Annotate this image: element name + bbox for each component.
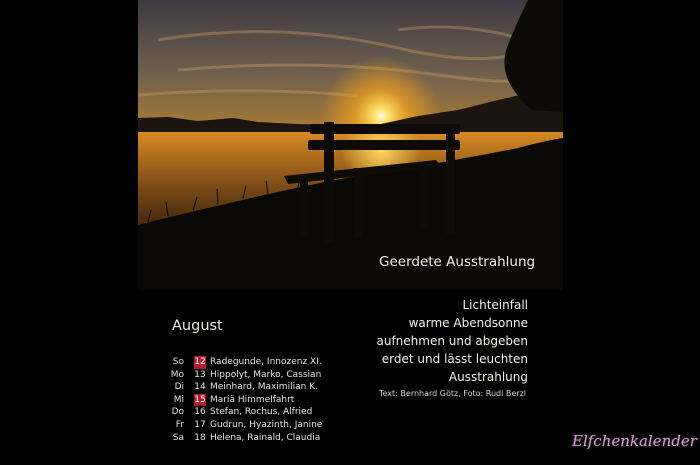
weekday-label: Mi (173, 394, 184, 405)
day-row (170, 394, 322, 407)
holiday-date-badge: 12 (194, 357, 206, 367)
name-day-text: Hippolyt, Marko, Cassian (210, 369, 322, 380)
brand-logo: Elfchenkalender (572, 432, 697, 450)
name-day-text: Meinhard, Maximilian K. (210, 382, 318, 393)
date-number: 16 (194, 407, 206, 418)
day-row (170, 419, 322, 432)
name-day-text: Mariä Himmelfahrt (210, 394, 295, 405)
name-day-text: Radegunde, Innozenz XI. (210, 357, 322, 367)
day-row (170, 381, 322, 394)
holiday-date-badge: 15 (194, 394, 206, 405)
date-number: 14 (194, 382, 206, 393)
weekday-label: So (172, 357, 184, 367)
date-number: 18 (194, 432, 206, 443)
weekday-label: Di (174, 382, 184, 393)
poem-line: erdet und lässt leuchten (381, 352, 528, 366)
day-row (170, 356, 322, 369)
month-title: August (172, 318, 223, 334)
photo-credit: Text: Bernhard Götz, Foto: Rudi Berzl (379, 389, 527, 398)
name-day-text: Helena, Rainald, Claudia (210, 432, 321, 443)
day-row (170, 432, 322, 445)
calendar-page (138, 0, 563, 465)
name-day-text: Stefan, Rochus, Alfried (210, 407, 313, 418)
day-row (170, 406, 322, 419)
poem-line: aufnehmen und abgeben (376, 334, 528, 348)
sunset-bench-photo (138, 0, 563, 290)
poem-title: Geerdete Ausstrahlung (379, 254, 536, 270)
poem-line: warme Abendsonne (408, 316, 528, 330)
weekday-label: Do (171, 407, 184, 418)
date-number: 17 (194, 419, 206, 430)
day-row (170, 369, 322, 382)
poem-line: Lichteinfall (462, 298, 528, 312)
poem-text (377, 296, 529, 386)
date-number: 13 (194, 369, 206, 380)
weekday-label: Sa (172, 432, 184, 443)
day-list (170, 356, 322, 444)
poem-line: Ausstrahlung (448, 370, 528, 384)
name-day-text: Gudrun, Hyazinth, Janine (210, 419, 323, 430)
weekday-label: Fr (175, 419, 184, 430)
weekday-label: Mo (170, 369, 184, 380)
